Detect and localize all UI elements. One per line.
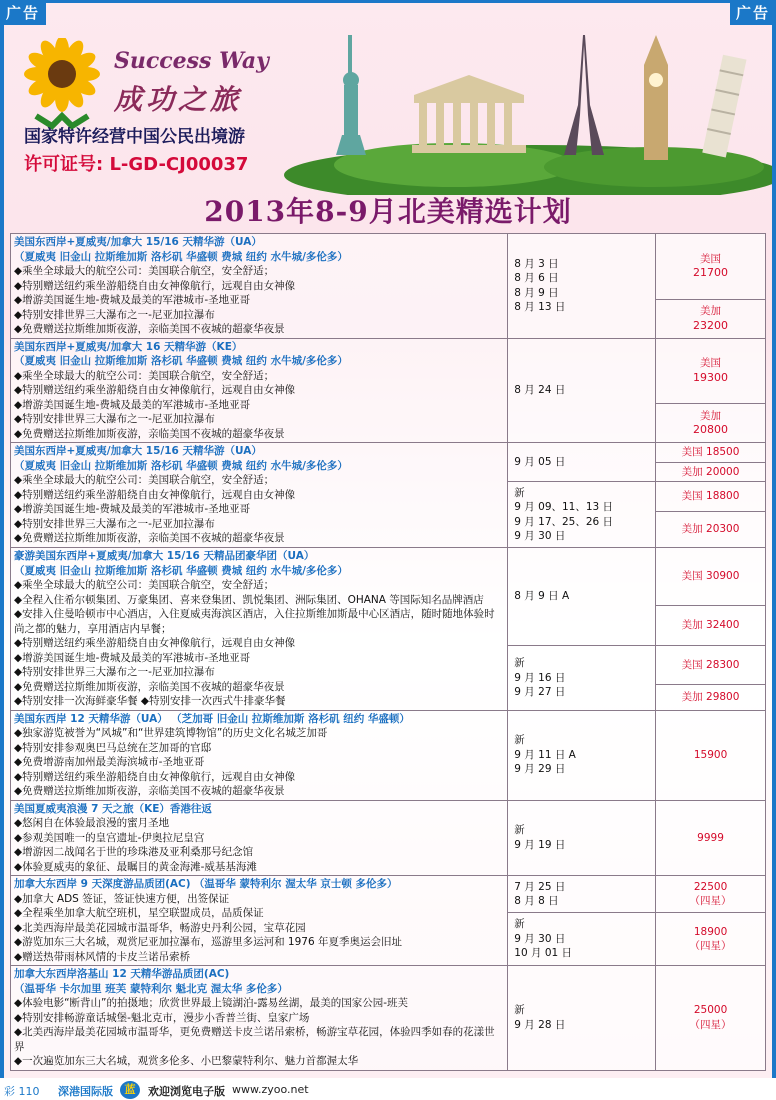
price-cell (656, 800, 766, 876)
route-cities: （夏威夷 旧金山 拉斯维加斯 洛杉矶 华盛顿 费城 纽约 水牛城/多伦多） (14, 459, 348, 472)
new-tag: 新 (514, 824, 525, 837)
date: 9 月 05 日 (514, 455, 566, 468)
departure-dates (508, 548, 656, 646)
price-value: 美加 20000 (681, 465, 740, 478)
table-row (11, 800, 766, 876)
route-bullet: ◆特别安排世界三大瀑布之一-尼亚加拉瀑布 (14, 413, 215, 425)
route-bullet: ◆特别安排畅游童话城堡-魁北克市，漫步小香普兰街、皇家广场 (14, 1011, 310, 1024)
plan-title: 2013年8-9月北美精选计划 (204, 195, 572, 228)
price-value: 美加 29800 (681, 690, 740, 703)
ad-label-left: 广告 (0, 0, 46, 25)
world-landmarks-illustration-icon (274, 25, 772, 195)
route-bullet: ◆北美西海岸最美花园城市温哥华，更免费赠送卡皮兰诺吊索桥，畅游宝草花园，体验四季如春的花漾世界 (14, 1026, 495, 1053)
route-description (11, 800, 508, 876)
price-label: 美加 (700, 305, 722, 318)
price-cell (656, 913, 766, 966)
price-cell (656, 710, 766, 800)
sunflower-logo-icon (22, 38, 102, 133)
new-tag: 新 (514, 1004, 525, 1017)
route-heading (14, 712, 504, 727)
date: 9 月 19 日 (514, 838, 566, 851)
route-bullet: ◆体验电影“断背山”的拍摄地；欣赏世界最上镜湖泊-露易丝湖，最美的国家公园-班芙 (14, 997, 409, 1009)
route-bullet: ◆免费赠送拉斯维加斯夜游，亲临美国不夜城的超豪华夜景 (14, 785, 285, 797)
new-tag: 新 (514, 734, 525, 747)
route-cities: （夏威夷 旧金山 拉斯维加斯 洛杉矶 华盛顿 费城 纽约 水牛城/多伦多） (14, 355, 348, 367)
date: 9 月 28 日 (514, 1018, 566, 1031)
price-cell (656, 876, 766, 913)
route-bullet: ◆乘坐全球最大的航空公司：美国联合航空，安全舒适； (14, 265, 275, 277)
new-tag: 新 (514, 918, 525, 931)
departure-dates (508, 710, 656, 800)
license-number: 许可证号: L-GD-CJ00037 (24, 154, 249, 175)
date: 8 月 24 日 (514, 384, 566, 396)
price-grade: （四星） (689, 1018, 732, 1031)
date: 8 月 6 日 (514, 272, 559, 285)
price-value: 美国 18500 (681, 446, 740, 458)
route-bullet: ◆特别赠送纽约乘坐游船绕自由女神像航行，远观自由女神像 (14, 384, 296, 396)
route-bullet: ◆免费赠送拉斯维加斯夜游，亲临美国不夜城的超豪华夜景 (14, 323, 285, 335)
route-description (11, 443, 508, 548)
tour-plan-table (10, 233, 766, 1071)
route-description (11, 548, 508, 711)
route-title: 美国东西岸 12 天精华游（UA） (14, 712, 168, 725)
price-value: 25000 (693, 1004, 728, 1017)
route-bullet: ◆特别赠送纽约乘坐游船绕自由女神像航行，远观自由女神像 (14, 770, 296, 783)
brand-chinese: 成功之旅 (114, 83, 243, 116)
price-cell (656, 684, 766, 710)
table-row (11, 548, 766, 606)
route-title: 加拿大东西岸 9 天深度游品质团(AC) (14, 878, 191, 890)
route-title: 美国夏威夷浪漫 7 天之旅（KE）香港往返 (14, 802, 212, 815)
route-description (11, 876, 508, 966)
price-cell (656, 512, 766, 548)
route-description (11, 338, 508, 443)
price-value: 23200 (693, 318, 729, 332)
route-bullet: ◆特别安排世界三大瀑布之一-尼亚加拉瀑布 (14, 308, 215, 321)
route-bullet: ◆增游因二战闻名于世的珍珠港及亚利桑那号纪念馆 (14, 846, 254, 858)
route-bullet: ◆乘坐全球最大的航空公司：美国联合航空，安全舒适； (14, 579, 275, 591)
date: 8 月 8 日 (514, 895, 559, 908)
price-value: 9999 (697, 831, 724, 844)
price-value: 21700 (693, 266, 729, 280)
price-grade: （四星） (689, 940, 732, 953)
date: 8 月 9 日 A (514, 590, 570, 603)
price-cell (656, 548, 766, 606)
date: 10 月 01 日 (514, 947, 573, 960)
price-value: 18900 (693, 925, 728, 938)
date: 9 月 09、11、13 日 (514, 501, 614, 513)
route-bullet: ◆赠送热带雨林风情的卡皮兰诺吊索桥 (14, 950, 191, 963)
route-bullet: ◆悠闲自在体验最浪漫的蜜月圣地 (14, 817, 170, 829)
date: 7 月 25 日 (514, 880, 566, 893)
route-bullet: ◆游览加东三大名城，观赏尼亚加拉瀑布，巡游里多运河和 1976 年夏季奥运会旧址 (14, 936, 402, 948)
brand-english: Success Way (114, 48, 269, 74)
price-value: 15900 (693, 748, 728, 761)
route-title: 美国东西岸+夏威夷/加拿大 15/16 天精华游（UA） (14, 445, 262, 458)
price-value: 19300 (693, 370, 729, 384)
route-cities: （夏威夷 旧金山 拉斯维加斯 洛杉矶 华盛顿 费城 纽约 水牛城/多伦多） (14, 250, 348, 263)
price-cell (656, 404, 766, 443)
route-bullet: ◆特别安排参观奥巴马总统在芝加哥的官邸 (14, 741, 212, 754)
price-value: 美加 20300 (681, 523, 740, 536)
route-cities: （温哥华 蒙特利尔 渥太华 京士顿 多伦多） (193, 878, 398, 890)
route-bullet: ◆特别安排一次海鲜豪华餐 ◆特别安排一次西式牛排豪华餐 (14, 695, 286, 707)
route-bullet: ◆全程乘坐加拿大航空班机，星空联盟成员，品质保证 (14, 907, 264, 919)
route-bullet: ◆乘坐全球最大的航空公司：美国联合航空，安全舒适； (14, 369, 275, 382)
price-value: 美国 18800 (681, 490, 740, 503)
route-title: 豪游美国东西岸+夏威夷/加拿大 15/16 天精品团豪华团（UA） (14, 550, 315, 562)
date: 8 月 3 日 (514, 257, 559, 270)
edition-label: 深港国际版 (58, 1085, 113, 1098)
price-label: 美国 (700, 252, 722, 265)
route-bullet: ◆参观美国唯一的皇宫遗址-伊奥拉尼皇宫 (14, 831, 205, 844)
table-row (11, 338, 766, 404)
price-value: 美加 32400 (681, 619, 740, 632)
route-bullet: ◆一次遍览加东三大名城，观赏多伦多、小巴黎蒙特利尔、魅力首都渥太华 (14, 1055, 359, 1067)
date: 9 月 30 日 (514, 530, 566, 542)
table-row (11, 443, 766, 463)
route-bullet: ◆免费赠送拉斯维加斯夜游，亲临美国不夜城的超豪华夜景 (14, 427, 285, 440)
date: 9 月 27 日 (514, 686, 566, 698)
departure-dates (508, 234, 656, 339)
route-title: 美国东西岸+夏威夷/加拿大 16 天精华游（KE） (14, 340, 243, 353)
price-value: 美国 28300 (681, 658, 740, 671)
date: 8 月 9 日 (514, 286, 559, 299)
price-value: 22500 (693, 880, 728, 893)
license-line: 国家特许经营中国公民出境游 (24, 127, 245, 147)
price-cell (656, 443, 766, 463)
blue-badge-icon: 蓝 (120, 1081, 140, 1099)
new-tag: 新 (514, 657, 525, 669)
route-cities: （温哥华 卡尔加里 班芙 蒙特利尔 魁北克 渥太华 多伦多） (14, 982, 288, 995)
price-cell (656, 482, 766, 512)
route-bullet: ◆独家游览被誉为“风城”和“世界建筑博物馆”的历史文化名城芝加哥 (14, 727, 328, 739)
departure-dates (508, 338, 656, 443)
route-description (11, 710, 508, 800)
price-cell (656, 646, 766, 685)
table-row (11, 234, 766, 300)
departure-dates (508, 876, 656, 913)
new-tag: 新 (514, 486, 525, 499)
route-bullet: ◆全程入住希尔顿集团、万豪集团、喜来登集团、凯悦集团、洲际集团、OHANA 等国际知名品牌酒店 (14, 593, 484, 606)
page-number: 彩 110 (4, 1085, 40, 1098)
price-value: 美国 30900 (681, 570, 740, 583)
price-cell (656, 338, 766, 404)
departure-dates (508, 800, 656, 876)
route-heading (14, 877, 504, 892)
price-grade: （四星） (689, 895, 732, 908)
route-bullet: ◆特别安排世界三大瀑布之一-尼亚加拉瀑布 (14, 666, 215, 678)
table-row (11, 966, 766, 1071)
header (4, 20, 772, 235)
table-row (11, 876, 766, 913)
ad-label-right: 广告 (730, 0, 776, 25)
price-cell (656, 606, 766, 646)
route-cities: （夏威夷 旧金山 拉斯维加斯 洛杉矶 华盛顿 费城 纽约 水牛城/多伦多） (14, 564, 348, 577)
route-bullet: ◆免费增游南加州最美海滨城市-圣地亚哥 (14, 756, 205, 768)
website-link[interactable]: www.zyoo.net (232, 1083, 309, 1096)
route-bullet: ◆特别赠送纽约乘坐游船绕自由女神像航行，远观自由女神像 (14, 488, 296, 501)
departure-dates (508, 482, 656, 548)
date: 9 月 16 日 (514, 671, 566, 684)
route-bullet: ◆特别赠送纽约乘坐游船绕自由女神像航行，远观自由女神像 (14, 279, 296, 292)
route-title: 美国东西岸+夏威夷/加拿大 15/16 天精华游（UA） (14, 236, 262, 248)
route-cities: （芝加哥 旧金山 拉斯维加斯 洛杉矶 纽约 华盛顿） (171, 712, 410, 725)
route-title: 加拿大东西岸洛基山 12 天精华游品质团(AC) (14, 968, 230, 980)
price-value: 20800 (693, 423, 729, 437)
date: 9 月 11 日 A (514, 748, 576, 761)
date: 9 月 29 日 (514, 763, 566, 776)
price-label: 美国 (700, 357, 722, 370)
route-bullet: ◆特别安排世界三大瀑布之一-尼亚加拉瀑布 (14, 517, 215, 530)
route-bullet: ◆特别赠送纽约乘坐游船绕自由女神像航行，远观自由女神像 (14, 637, 296, 649)
route-bullet: ◆免费赠送拉斯维加斯夜游，亲临美国不夜城的超豪华夜景 (14, 532, 285, 545)
route-description (11, 234, 508, 339)
route-bullet: ◆加拿大 ADS 签证，签证快速方便，出签保证 (14, 892, 230, 905)
date: 9 月 30 日 (514, 932, 566, 945)
price-cell (656, 462, 766, 482)
price-label: 美加 (700, 409, 722, 422)
route-bullet: ◆免费赠送拉斯维加斯夜游，亲临美国不夜城的超豪华夜景 (14, 680, 285, 693)
departure-dates (508, 443, 656, 482)
route-bullet: ◆增游美国诞生地-费城及最美的军港城市-圣地亚哥 (14, 651, 251, 664)
browse-text: 欢迎浏览电子版 (148, 1085, 225, 1098)
route-bullet: ◆增游美国诞生地-费城及最美的军港城市-圣地亚哥 (14, 503, 251, 516)
price-cell (656, 234, 766, 300)
route-bullet: ◆安排入住曼哈顿市中心酒店，入住夏威夷海滨区酒店，入住拉斯维加斯最中心区酒店，随时随地体验时尚之都的魅力，享用酒店内早餐； (14, 608, 495, 635)
date: 9 月 17、25、26 日 (514, 515, 614, 528)
table-row (11, 710, 766, 800)
departure-dates (508, 966, 656, 1071)
departure-dates (508, 646, 656, 711)
route-bullet: ◆乘坐全球最大的航空公司：美国联合航空，安全舒适； (14, 474, 275, 487)
departure-dates (508, 913, 656, 966)
route-bullet: ◆体验夏威夷的象征、最瞩目的黄金海滩-威基基海滩 (14, 860, 257, 873)
price-cell (656, 299, 766, 338)
route-description (11, 966, 508, 1071)
footer (0, 1080, 776, 1100)
route-bullet: ◆增游美国诞生地-费城及最美的军港城市-圣地亚哥 (14, 294, 251, 306)
date: 8 月 13 日 (514, 301, 566, 314)
route-bullet: ◆增游美国诞生地-费城及最美的军港城市-圣地亚哥 (14, 398, 251, 411)
price-cell (656, 966, 766, 1071)
route-bullet: ◆北美西海岸最美花园城市温哥华，畅游史丹利公园，宝草花园 (14, 921, 306, 934)
